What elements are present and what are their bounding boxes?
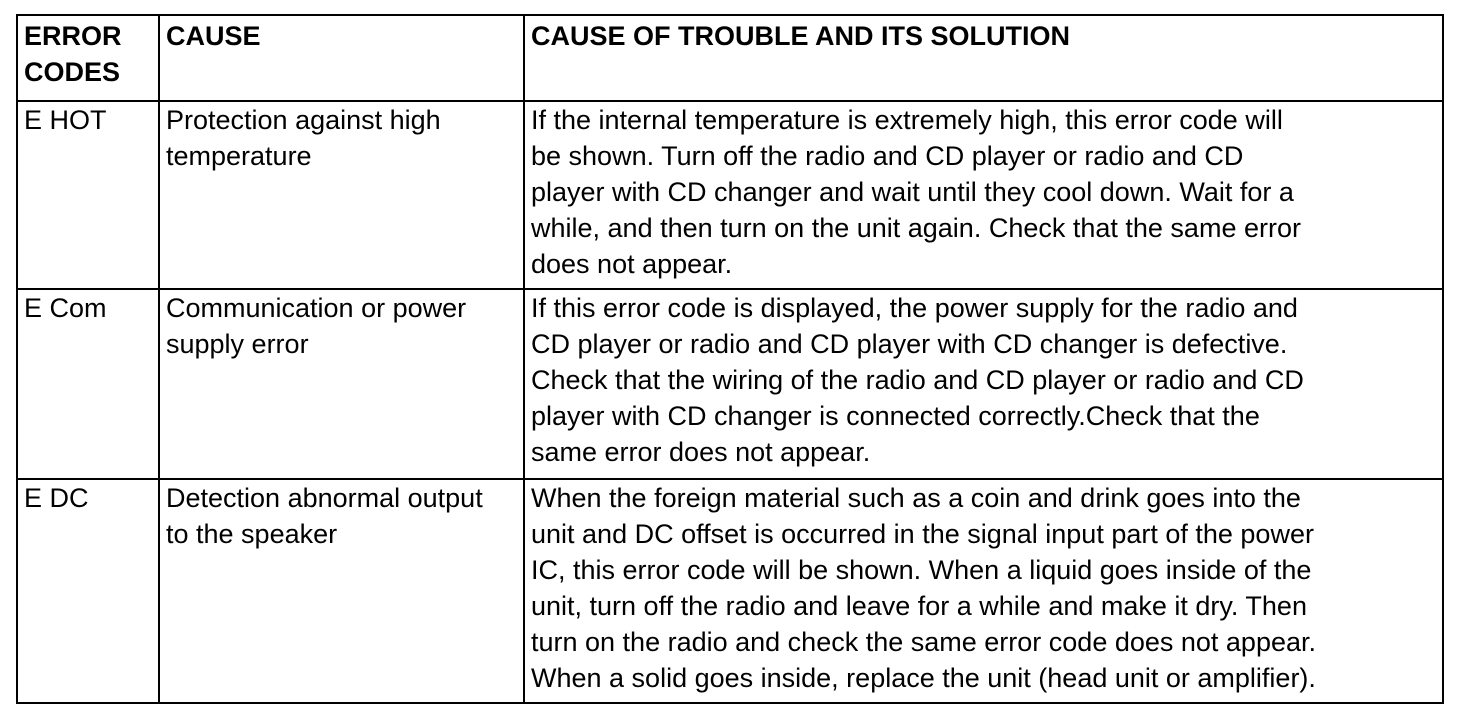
error-cause: Detection abnormal output to the speaker — [166, 483, 483, 549]
header-cause — [159, 15, 524, 101]
header-error-codes-text: ERROR CODES — [24, 21, 122, 87]
table-row — [17, 479, 1443, 703]
row-code-cell — [17, 101, 159, 289]
row-code-cell — [17, 479, 159, 703]
error-solution: If the internal temperature is extremely high, this error code will be shown. Turn off the radio and CD player or radio and CD player with CD changer and wait until they cool down. Wait for a while, and then turn on the unit again. Check that the same error does not appear. — [531, 105, 1301, 279]
header-error-codes — [17, 15, 159, 101]
error-solution: If this error code is displayed, the power supply for the radio and CD player or radio and CD player with CD changer is defective. Check that the wiring of the radio and CD player or radio and CD player with CD changer is connected correctly.Check that the same error does not appear. — [531, 293, 1304, 467]
header-solution — [524, 15, 1443, 101]
error-code: E Com — [24, 293, 107, 323]
row-solution-cell — [524, 289, 1443, 479]
row-cause-cell — [159, 479, 524, 703]
row-cause-cell — [159, 289, 524, 479]
error-code: E DC — [24, 483, 89, 513]
table-row — [17, 101, 1443, 289]
header-solution-text: CAUSE OF TROUBLE AND ITS SOLUTION — [531, 21, 1070, 51]
error-solution: When the foreign material such as a coin and drink goes into the unit and DC offset is occurred in the signal input part of the power IC, this error code will be shown. When a liquid goes inside of the unit, turn off the radio and leave for a while and make it dry. Then turn on the radio and check the same error code does not appear. When a solid goes inside, replace the unit (head unit or amplifier). — [531, 483, 1317, 693]
error-code: E HOT — [24, 105, 107, 135]
error-cause: Communication or power supply error — [166, 293, 467, 359]
header-cause-text: CAUSE — [166, 21, 261, 51]
row-solution-cell — [524, 479, 1443, 703]
row-code-cell — [17, 289, 159, 479]
row-solution-cell — [524, 101, 1443, 289]
table-header-row — [17, 15, 1443, 101]
table-row — [17, 289, 1443, 479]
error-cause: Protection against high temperature — [166, 105, 441, 171]
error-codes-table — [16, 14, 1444, 704]
row-cause-cell — [159, 101, 524, 289]
